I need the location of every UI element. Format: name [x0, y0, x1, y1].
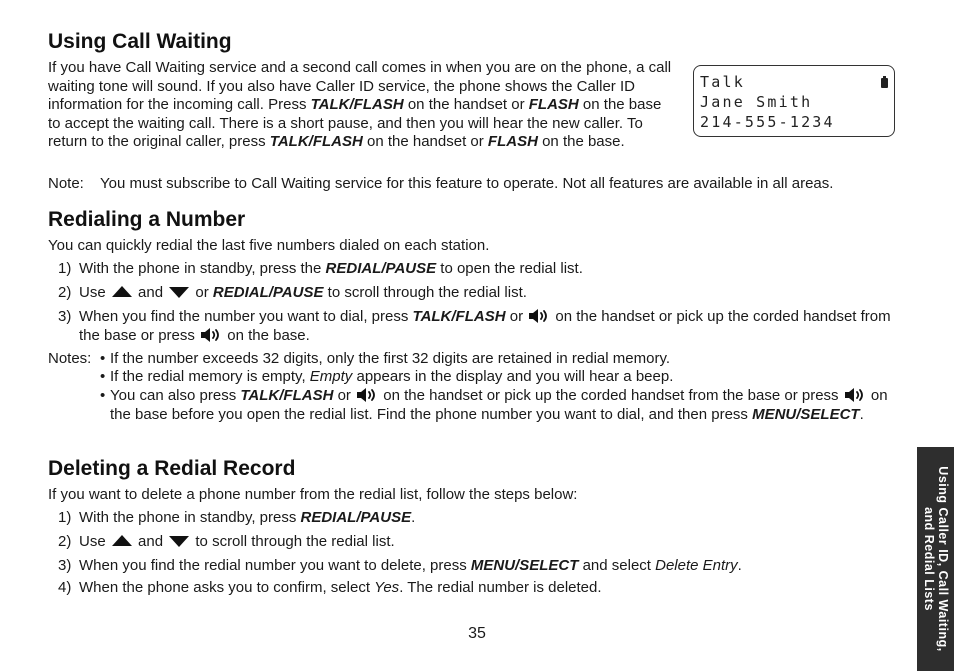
- page-number: 35: [468, 625, 486, 642]
- button-name: REDIAL/PAUSE: [300, 509, 412, 526]
- battery-icon: [881, 78, 888, 88]
- button-name: MENU/SELECT: [752, 405, 860, 423]
- speaker-icon: [527, 309, 551, 323]
- step-text: [79, 284, 898, 303]
- text-run: .: [859, 405, 864, 423]
- text-run: on the handset or pick up the corded handset from the base or press: [379, 387, 843, 404]
- text-run: or: [505, 308, 528, 325]
- text-run: If the number exceeds 32 digits, only the first 32 digits are retained in redial memory.: [110, 350, 671, 367]
- button-name: MENU/SELECT: [470, 557, 579, 574]
- text-run: Use: [79, 284, 110, 301]
- display-text: Empty: [309, 368, 353, 385]
- display-line-1: Talk: [700, 73, 745, 91]
- step-number: 1): [58, 509, 72, 526]
- text-run: If the redial memory is empty,: [110, 368, 310, 385]
- text-run: When you find the redial number you want to delete, press: [79, 557, 471, 574]
- text-run: to scroll through the redial list.: [191, 533, 395, 550]
- button-name: FLASH: [528, 96, 579, 113]
- call-waiting-note: [48, 175, 928, 194]
- speaker-icon: [199, 328, 223, 342]
- text-run: If you have Call Waiting service and a second call comes in when you are on the phone, a call waiting tone will sound. If you also have Caller ID service, the phone shows the Caller ID information for the incoming call. Press: [48, 59, 672, 113]
- text-run: or: [333, 387, 356, 404]
- button-name: TALK/FLASH: [310, 96, 404, 113]
- note-label: Note:: [48, 175, 84, 192]
- delete-step: [58, 509, 898, 528]
- step-text: [79, 308, 898, 345]
- text-run: on the handset or: [362, 133, 488, 150]
- button-name: REDIAL/PAUSE: [212, 284, 324, 301]
- text-run: on the base.: [537, 133, 625, 150]
- text-run: Use: [79, 533, 110, 550]
- up-arrow-icon: [112, 286, 132, 297]
- notes-label: Notes:: [48, 350, 92, 367]
- step-number: 3): [58, 557, 72, 574]
- step-text: [79, 260, 898, 279]
- button-name: TALK/FLASH: [269, 133, 363, 150]
- text-run: on the handset or: [403, 96, 529, 113]
- text-run: on the base to accept the waiting call. There is a short pause, and then you will hear the new caller. To return to the original caller, press: [48, 96, 662, 150]
- redial-step: [58, 260, 898, 279]
- note-bullet: • You can also press TALK/FLASH or on the handset or pick up the corded handset from the base or press on the base before you open the redial list. Find the phone number you want to dial, and then press MENU/SELECT.: [100, 387, 900, 424]
- text-run: When the phone asks you to confirm, select: [79, 579, 375, 596]
- step-number: 2): [58, 533, 72, 550]
- text-run: .: [411, 509, 416, 526]
- heading-using-call-waiting: Using Call Waiting: [48, 30, 232, 53]
- step-number: 1): [58, 260, 72, 277]
- text-run: or: [191, 284, 213, 301]
- text-run: to scroll through the redial list.: [323, 284, 527, 301]
- text-run: . The redial number is deleted.: [399, 579, 602, 596]
- speaker-icon: [843, 388, 867, 402]
- text-run: appears in the display and you will hear a beep.: [352, 368, 674, 385]
- text-run: and: [133, 533, 168, 550]
- note-bullet: • If the number exceeds 32 digits, only the first 32 digits are retained in redial memory.: [100, 350, 900, 369]
- button-name: FLASH: [487, 133, 538, 150]
- redial-step: [58, 284, 898, 303]
- text-run: and select: [578, 557, 656, 574]
- handset-display: [693, 65, 895, 137]
- delete-intro: If you want to delete a phone number from the redial list, follow the steps below:: [48, 486, 578, 503]
- note-bullet-text: [110, 350, 900, 369]
- step-text: [79, 557, 898, 576]
- text-run: and: [133, 284, 168, 301]
- down-arrow-icon: [169, 287, 189, 298]
- note-bullet-text: [110, 368, 900, 387]
- display-text: Yes: [374, 579, 400, 596]
- step-number: 3): [58, 308, 72, 325]
- redial-step: [58, 308, 898, 345]
- up-arrow-icon: [112, 535, 132, 546]
- text-run: on the handset or pick up the corded handset from the base or press: [79, 308, 891, 344]
- delete-step: [58, 533, 898, 552]
- step-text: [79, 509, 898, 528]
- text-run: You can also press: [110, 387, 241, 404]
- text-run: When you find the number you want to dial, press: [79, 308, 413, 325]
- display-text: Delete Entry: [655, 557, 738, 574]
- redial-intro: You can quickly redial the last five numbers dialed on each station.: [48, 237, 490, 254]
- button-name: TALK/FLASH: [240, 387, 334, 404]
- delete-step: [58, 557, 898, 576]
- note-text: You must subscribe to Call Waiting service for this feature to operate. Not all features are available in all areas.: [100, 175, 834, 192]
- display-line-2: Jane Smith: [700, 93, 813, 111]
- button-name: TALK/FLASH: [412, 308, 506, 325]
- note-bullet: • If the redial memory is empty, Empty appears in the display and you will hear a beep.: [100, 368, 900, 387]
- step-text: [79, 579, 898, 598]
- text-run: With the phone in standby, press the: [79, 260, 326, 277]
- note-bullet-text: [110, 387, 900, 424]
- button-name: REDIAL/PAUSE: [325, 260, 437, 277]
- chapter-side-tab-text: Using Caller ID, Call Waiting, and Redial Lists: [921, 466, 950, 652]
- text-run: on the base.: [223, 326, 310, 344]
- heading-redialing-a-number: Redialing a Number: [48, 208, 246, 231]
- text-run: on the base before you open the redial list. Find the phone number you want to dial, and then press: [110, 387, 888, 423]
- step-number: 4): [58, 579, 72, 596]
- text-run: to open the redial list.: [436, 260, 583, 277]
- display-line-3: 214-555-1234: [700, 113, 835, 131]
- step-text: [79, 533, 898, 552]
- delete-step: [58, 579, 898, 598]
- step-number: 2): [58, 284, 72, 301]
- down-arrow-icon: [169, 536, 189, 547]
- call-waiting-intro: [48, 59, 676, 152]
- text-run: With the phone in standby, press: [79, 509, 301, 526]
- text-run: .: [737, 557, 742, 574]
- speaker-icon: [355, 388, 379, 402]
- heading-deleting-a-redial-record: Deleting a Redial Record: [48, 457, 296, 480]
